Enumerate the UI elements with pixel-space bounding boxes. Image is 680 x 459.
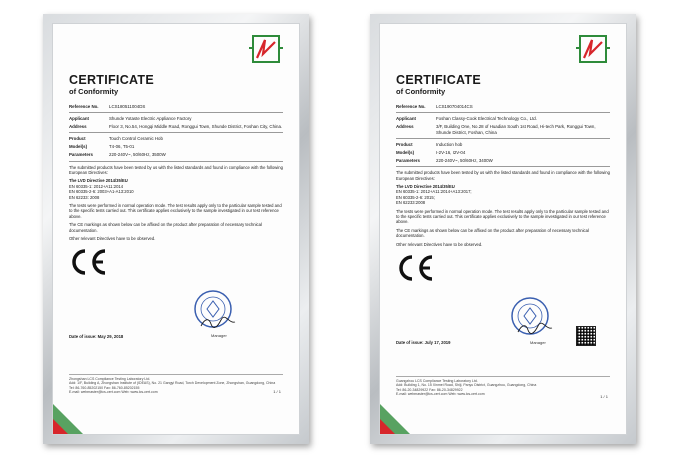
field-product: Product Touch Control Ceramic Hob: [69, 136, 163, 142]
lab-footer: Zhongshan LCS Compliance Testing Laboratory Ltd. Add: 1/F, Building A, Zhongshan Institute of (IDEAS), No. 21 Gangyi Road, Torch Development Zone, Zhongshan, Guangdong, China Tel: 86-760-85202150 Fax: 86-760-85202155 E-mail: webmaster@lcs-cert.com Web: www.lcs-cert.com: [69, 374, 283, 395]
certificate-frame-right: [370, 14, 636, 444]
field-product: Product Induction hob: [396, 141, 463, 147]
issue-date: Date of issue: July 17, 2019: [396, 340, 451, 345]
intro-text: The submitted products have been tested by us with the listed standards and found in compliance with the following European Directives:: [396, 170, 610, 181]
standard-2: EN 60335-2-6: 2003+A1-A13:2010: [69, 189, 134, 195]
field-models: Model(s) T4-06, T5-01: [69, 144, 135, 150]
standard-1: EN 60335-1: 2012+A11:2014: [69, 183, 124, 189]
directive: The LVD Directive 2014/35/EU: [69, 178, 128, 184]
standard-1: EN 60335-1: 2012+A11:2014+A13:2017;: [396, 189, 472, 195]
standard-2: EN 60335-2-6: 2015;: [396, 194, 435, 200]
page-number: 1 / 1: [600, 394, 608, 399]
field-parameters: Parameters 220-240V~, 50/60Hz, 3400W: [396, 158, 493, 164]
qr-code-icon: [576, 326, 596, 346]
lcs-logo-icon: [249, 34, 283, 64]
test-note: The tests were performed in normal operation mode. The test results apply only to the particular sample tested and to the specific tests carried out. This certificate applies exclusively to the sample investigated in our test reference above.: [69, 203, 282, 219]
signature-icon: [199, 316, 237, 330]
directive-note: Other relevant Directives have to be observed.: [69, 236, 156, 242]
field-address: Address Floor 3, No.54, Hongqi Middle Road, Ronggui Town, Shunde District, Foshan City, China.: [69, 124, 283, 130]
page-number: 1 / 1: [273, 389, 281, 394]
lab-footer: Guangzhou LCS Compliance Testing Laboratory Ltd. Add: Building 1, No. 15 Xinmei Road, Shiji, Panyu District, Guangzhou, Guangdong, China Tel: 86-20-34829922 Fax: 86-20-34829922 E-mail: webmaster@lcs-cert.com Web: www.lcs-cert.com: [396, 376, 610, 397]
certificate-title: CERTIFICATE: [396, 73, 482, 87]
manager-label: Manager: [211, 333, 227, 338]
certificate-page: [52, 23, 300, 435]
lcs-logo-icon: [576, 34, 610, 64]
corner-decoration-icon: [53, 364, 123, 434]
certificate-title: CERTIFICATE: [69, 73, 155, 87]
field-reference: Reference No. LCS190704014CS: [396, 104, 473, 109]
directive-note: Other relevant Directives have to be observed.: [396, 241, 483, 247]
certificate-subtitle: of Conformity: [69, 87, 119, 96]
certificate-page: [379, 23, 627, 435]
field-applicant: Applicant Shunde Yotaste Electric Appliance Factory: [69, 116, 192, 122]
ce-mark-icon: [69, 248, 109, 276]
corner-decoration-icon: [380, 364, 450, 434]
standard-3: EN 62233: 2008: [69, 194, 100, 200]
standard-3: EN 62233:2008: [396, 200, 426, 206]
ce-note: The CE markings as shown below can be affixed on the product after preparation of necessary technical documentation.: [396, 227, 589, 239]
manager-label: Manager: [530, 340, 546, 345]
ce-mark-icon: [396, 254, 436, 282]
certificate-frame-left: [43, 14, 309, 444]
intro-text: The submitted products have been tested by us with the listed standards and found in compliance with the following European Directives:: [69, 164, 283, 175]
issue-date: Date of issue: May 29, 2018: [69, 334, 124, 339]
test-note: The tests were performed in normal operation mode. The test results apply only to the particular sample tested and to the specific tests carried out. This certificate applies exclusively to the sample investigated in our test reference above.: [396, 208, 609, 225]
certificate-subtitle: of Conformity: [396, 87, 446, 96]
field-reference: Reference No. LCS180511004DS: [69, 104, 146, 109]
field-applicant: Applicant Foshan Classy-Cook Electrical Technology Co., Ltd.: [396, 116, 537, 122]
field-models: Model(s) I-2V-16, I2V-04: [396, 149, 466, 155]
field-address: Address 3/F, Building One, No.28 of Huadian South 1st Road, Hi-tech Park, Ronggui Town, Shunde District, Foshan, China: [396, 124, 596, 135]
signature-icon: [516, 322, 554, 336]
ce-note: The CE markings as shown below can be affixed on the product after preparation of necessary technical documentation.: [69, 222, 262, 233]
directive: The LVD Directive 2014/35/EU: [396, 183, 455, 189]
field-parameters: Parameters 220-240V~, 50/60Hz, 3500W: [69, 152, 166, 158]
